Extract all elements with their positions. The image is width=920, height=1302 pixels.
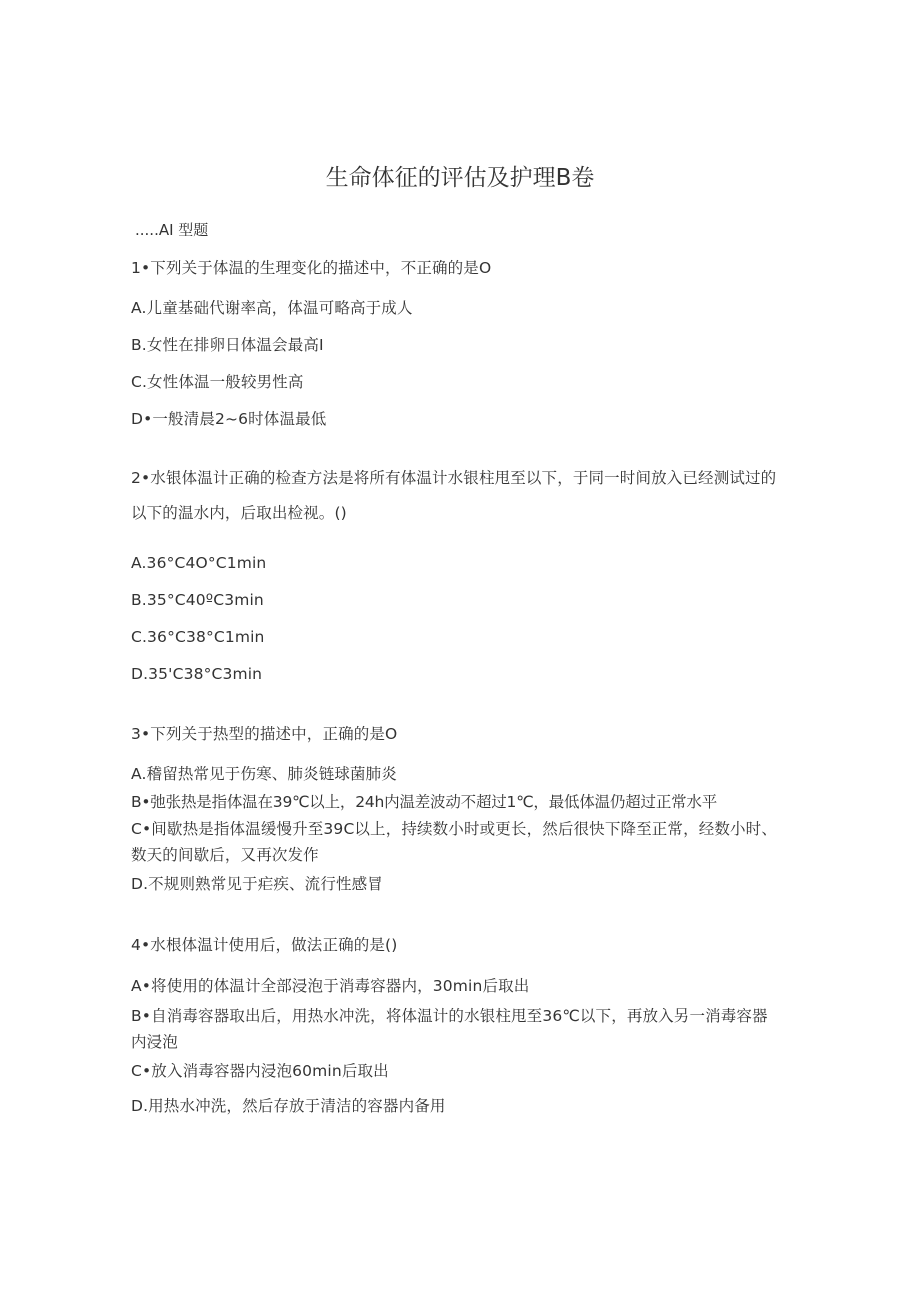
question-4-stem: 4•水根体温计使用后，做法正确的是() bbox=[131, 936, 398, 954]
question-1-option-b: B.女性在排卵日体温会最高I bbox=[131, 336, 324, 354]
question-3-stem: 3•下列关于热型的描述中，正确的是O bbox=[131, 725, 398, 743]
question-3-option-d: D.不规则熟常见于疟疾、流行性感冒 bbox=[131, 875, 383, 893]
question-2-option-b: B.35°C40ºC3min bbox=[131, 591, 264, 609]
question-4-option-a: A•将使用的体温计全部浸泡于消毒容器内，30min后取出 bbox=[131, 977, 530, 995]
question-2-option-a: A.36°C4O°C1min bbox=[131, 554, 267, 572]
question-3-option-b: B•弛张热是指体温在39℃以上，24h内温差波动不超过1℃，最低体温仍超过正常水平 bbox=[131, 793, 718, 811]
question-4-option-b: B•自消毒容器取出后，用热水冲洗，将体温计的水银柱甩至36℃以下，再放入另一消毒容器内浸泡 bbox=[131, 1007, 768, 1051]
question-2-option-d: D.35'C38°C3min bbox=[131, 665, 263, 683]
document-title: 生命体征的评估及护理B卷 bbox=[325, 165, 595, 191]
question-2-option-c: C.36°C38°C1min bbox=[131, 628, 265, 646]
question-4-option-c: C•放入消毒容器内浸泡60min后取出 bbox=[131, 1062, 389, 1080]
question-3-option-a: A.稽留热常见于伤寒、肺炎链球菌肺炎 bbox=[131, 765, 397, 783]
question-3-option-c: C•间歇热是指体温缓慢升至39C以上，持续数小时或更长，然后很快下降至正常，经数小时、数天的间歇后，又再次发作 bbox=[131, 820, 777, 864]
question-1-option-c: C.女性体温一般较男性高 bbox=[131, 373, 304, 391]
question-4-option-d: D.用热水冲洗，然后存放于清洁的容器内备用 bbox=[131, 1097, 446, 1115]
section-heading: .....AI 型题 bbox=[135, 221, 209, 239]
question-2-stem: 2•水银体温计正确的检查方法是将所有体温计水银柱甩至以下，于同一时间放入已经测试过的以下的温水内，后取出检视。() bbox=[131, 469, 777, 522]
question-1-option-a: A.儿童基础代谢率高，体温可略高于成人 bbox=[131, 299, 413, 317]
question-1-stem: 1•下列关于体温的生理变化的描述中，不正确的是O bbox=[131, 259, 492, 277]
question-1-option-d: D•一般清晨2~6时体温最低 bbox=[131, 410, 327, 428]
